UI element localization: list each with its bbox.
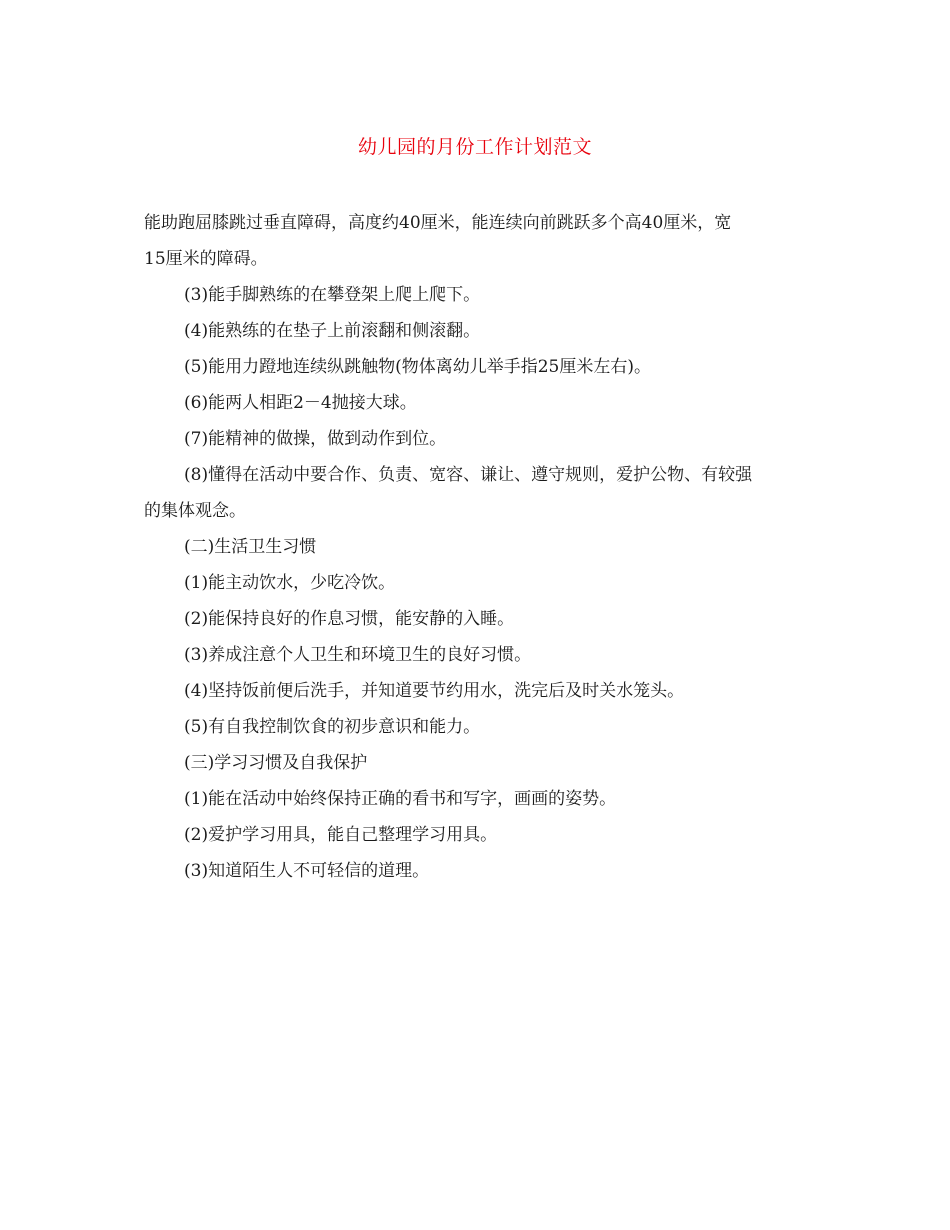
list-item: (1)能主动饮水，少吃冷饮。 [184, 573, 396, 593]
list-item: (2)爱护学习用具，能自己整理学习用具。 [184, 825, 498, 845]
document-body [144, 205, 809, 889]
list-item: (3)养成注意个人卫生和环境卫生的良好习惯。 [184, 645, 532, 665]
paragraph-line: 的集体观念。 [144, 501, 246, 521]
list-item: (1)能在活动中始终保持正确的看书和写字，画画的姿势。 [184, 789, 617, 809]
section-heading: (三)学习习惯及自我保护 [184, 753, 368, 773]
list-item: (5)有自我控制饮食的初步意识和能力。 [184, 717, 481, 737]
list-item: (3)知道陌生人不可轻信的道理。 [184, 861, 430, 881]
list-item: (4)坚持饭前便后洗手，并知道要节约用水，洗完后及时关水笼头。 [184, 681, 685, 701]
document-title: 幼儿园的月份工作计划范文 [357, 136, 592, 158]
list-item: (3)能手脚熟练的在攀登架上爬上爬下。 [184, 285, 481, 305]
paragraph-line: 15厘米的障碍。 [144, 249, 268, 269]
section-heading: (二)生活卫生习惯 [184, 537, 317, 557]
list-item: (4)能熟练的在垫子上前滚翻和侧滚翻。 [184, 321, 481, 341]
list-item: (5)能用力蹬地连续纵跳触物(物体离幼儿举手指25厘米左右)。 [184, 357, 651, 377]
list-item: (2)能保持良好的作息习惯，能安静的入睡。 [184, 609, 515, 629]
list-item: (8)懂得在活动中要合作、负责、宽容、谦让、遵守规则，爱护公物、有较强 [184, 465, 753, 485]
list-item: (7)能精神的做操，做到动作到位。 [184, 429, 447, 449]
paragraph-line: 能助跑屈膝跳过垂直障碍，高度约40厘米，能连续向前跳跃多个高40厘米，宽 [144, 213, 732, 233]
list-item: (6)能两人相距2－4抛接大球。 [184, 393, 417, 413]
